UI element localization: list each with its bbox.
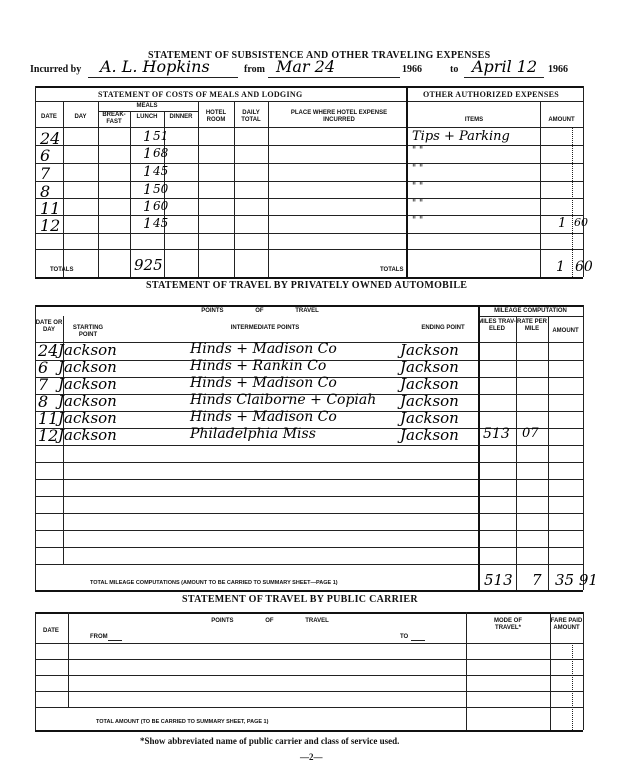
auto-row-start: Jackson <box>58 392 117 410</box>
auto-col-starting: STARTING POINT <box>72 325 104 338</box>
carrier-to-label: TO <box>400 634 409 640</box>
auto-row-start: Jackson <box>58 358 117 376</box>
col-items: ITEMS <box>464 117 484 123</box>
auto-row-intermediate: Hinds + Madison Co <box>190 375 337 391</box>
footer-note: *Show abbreviated name of public carrier and class of service used. <box>140 736 400 746</box>
carrier-section-title: STATEMENT OF TRAVEL BY PUBLIC CARRIER <box>182 594 418 605</box>
auto-section-title: STATEMENT OF TRAVEL BY PRIVATELY OWNED AUTOMOBILE <box>146 280 468 291</box>
meal-row-lunch-dollars: 1 <box>143 199 152 215</box>
col-amount: AMOUNT <box>548 117 575 123</box>
auto-row-intermediate: Hinds + Madison Co <box>190 341 337 357</box>
to-year: 1966 <box>548 64 568 75</box>
auto-col-intermediate: INTERMEDIATE POINTS <box>230 325 300 331</box>
meal-row-date: 7 <box>40 164 51 183</box>
meal-row-lunch-dollars: 1 <box>143 129 152 145</box>
auto-row-miles: 513 <box>483 426 510 442</box>
meal-row-date: 6 <box>40 146 51 165</box>
meal-row-lunch-cents: 68 <box>153 146 169 160</box>
auto-row-start: Jackson <box>58 426 117 444</box>
col-lunch: LUNCH <box>136 114 158 120</box>
from-year: 1966 <box>402 64 422 75</box>
carrier-col-mode: MODE OF TRAVEL* <box>494 618 522 631</box>
auto-row-end: Jackson <box>400 426 459 444</box>
meal-row-lunch-dollars: 1 <box>143 216 152 232</box>
page-number: —2— <box>300 752 323 762</box>
col-place: PLACE WHERE HOTEL EXPENSE INCURRED <box>290 110 388 123</box>
lunch-total: 925 <box>134 256 163 274</box>
meal-row-lunch-dollars: 1 <box>143 164 152 180</box>
auto-row-end: Jackson <box>400 358 459 376</box>
other-total-dollars: 1 <box>556 259 565 275</box>
auto-points-of-travel: POINTS OF TRAVEL <box>201 308 319 314</box>
meals-group-header: MEALS <box>136 103 158 109</box>
auto-row-date: 7 <box>38 375 49 394</box>
auto-row-date: 12 <box>38 426 59 445</box>
total-amount: 35 91 <box>555 571 598 589</box>
meal-row-item: " " <box>412 216 424 226</box>
meal-row-lunch-dollars: 1 <box>143 182 152 198</box>
auto-col-date: DATE OR DAY <box>35 320 63 333</box>
auto-row-intermediate: Hinds + Madison Co <box>190 409 337 425</box>
auto-row-end: Jackson <box>400 392 459 410</box>
auto-row-intermediate: Philadelphia Miss <box>190 426 316 442</box>
other-total-cents: 60 <box>575 259 593 275</box>
col-breakfast: BREAK- FAST <box>102 112 126 125</box>
mileage-computation-title: MILEAGE COMPUTATION <box>494 308 567 314</box>
meal-row-item: " " <box>412 164 424 174</box>
auto-row-intermediate: Hinds Claiborne + Copiah <box>190 392 377 408</box>
form-title: STATEMENT OF SUBSISTENCE AND OTHER TRAVELING EXPENSES <box>148 50 491 61</box>
meal-row-item: Tips + Parking <box>412 129 510 144</box>
total-mileage-label: TOTAL MILEAGE COMPUTATIONS (AMOUNT TO BE CARRIED TO SUMMARY SHEET—PAGE 1) <box>90 580 338 586</box>
auto-row-start: Jackson <box>58 375 117 393</box>
from-date-value: Mar 24 <box>276 57 336 76</box>
meal-row-lunch-cents: 45 <box>153 216 169 230</box>
meal-row-date: 11 <box>40 199 61 218</box>
col-hotel-room: HOTEL ROOM <box>205 110 227 123</box>
meal-row-lunch-cents: 45 <box>153 164 169 178</box>
carrier-points-of-travel: POINTS OF TRAVEL <box>211 618 329 624</box>
meal-row-lunch-cents: 60 <box>153 199 169 213</box>
incurred-by-value: A. L. Hopkins <box>100 57 210 76</box>
from-label: from <box>244 64 265 75</box>
auto-col-miles: MILES TRAV- ELED <box>478 319 516 332</box>
auto-col-amount: AMOUNT <box>552 328 579 334</box>
meal-row-date: 8 <box>40 182 51 201</box>
meal-row-item: " " <box>412 146 424 156</box>
carrier-col-date: DATE <box>43 628 59 634</box>
auto-row-end: Jackson <box>400 375 459 393</box>
carrier-total-label: TOTAL AMOUNT (TO BE CARRIED TO SUMMARY SHEET, PAGE 1) <box>96 719 269 725</box>
other-totals-label: TOTALS <box>380 267 404 273</box>
auto-row-date: 8 <box>38 392 49 411</box>
auto-row-intermediate: Hinds + Rankin Co <box>190 358 327 374</box>
auto-row-end: Jackson <box>400 409 459 427</box>
meal-row-date: 24 <box>40 129 61 148</box>
auto-row-end: Jackson <box>400 341 459 359</box>
auto-row-start: Jackson <box>58 409 117 427</box>
auto-col-ending: ENDING POINT <box>421 325 465 331</box>
auto-col-rate: RATE PER MILE <box>517 319 547 332</box>
carrier-from-label: FROM <box>90 634 108 640</box>
auto-row-date: 24 <box>38 341 59 360</box>
meal-row-lunch-cents: 50 <box>153 182 169 196</box>
meal-row-amount-dollars: 1 <box>558 216 567 231</box>
auto-row-start: Jackson <box>58 341 117 359</box>
to-label: to <box>450 64 459 75</box>
auto-row-date: 11 <box>38 409 59 428</box>
meal-row-item: " " <box>412 182 424 192</box>
auto-row-rate: 07 <box>522 426 539 441</box>
col-day: DAY <box>74 114 87 120</box>
total-miles: 513 <box>484 571 513 589</box>
meal-row-date: 12 <box>40 216 61 235</box>
meals-section-title: STATEMENT OF COSTS OF MEALS AND LODGING <box>98 90 303 99</box>
col-daily-total: DAILY TOTAL <box>241 110 261 123</box>
col-date: DATE <box>41 114 57 120</box>
total-rate: 7 <box>532 571 542 589</box>
incurred-by-label: Incurred by <box>30 64 82 75</box>
other-expenses-title: OTHER AUTHORIZED EXPENSES <box>423 90 559 99</box>
to-date-value: April 12 <box>472 57 538 76</box>
meal-row-item: " " <box>412 199 424 209</box>
meal-row-amount-cents: 60 <box>574 216 588 229</box>
auto-row-date: 6 <box>38 358 49 377</box>
meal-row-lunch-dollars: 1 <box>143 146 152 162</box>
meal-row-lunch-cents: 51 <box>153 129 169 143</box>
meals-totals-label: TOTALS <box>50 267 74 273</box>
col-dinner: DINNER <box>169 114 193 120</box>
carrier-col-fare: FARE PAID AMOUNT <box>550 618 583 631</box>
